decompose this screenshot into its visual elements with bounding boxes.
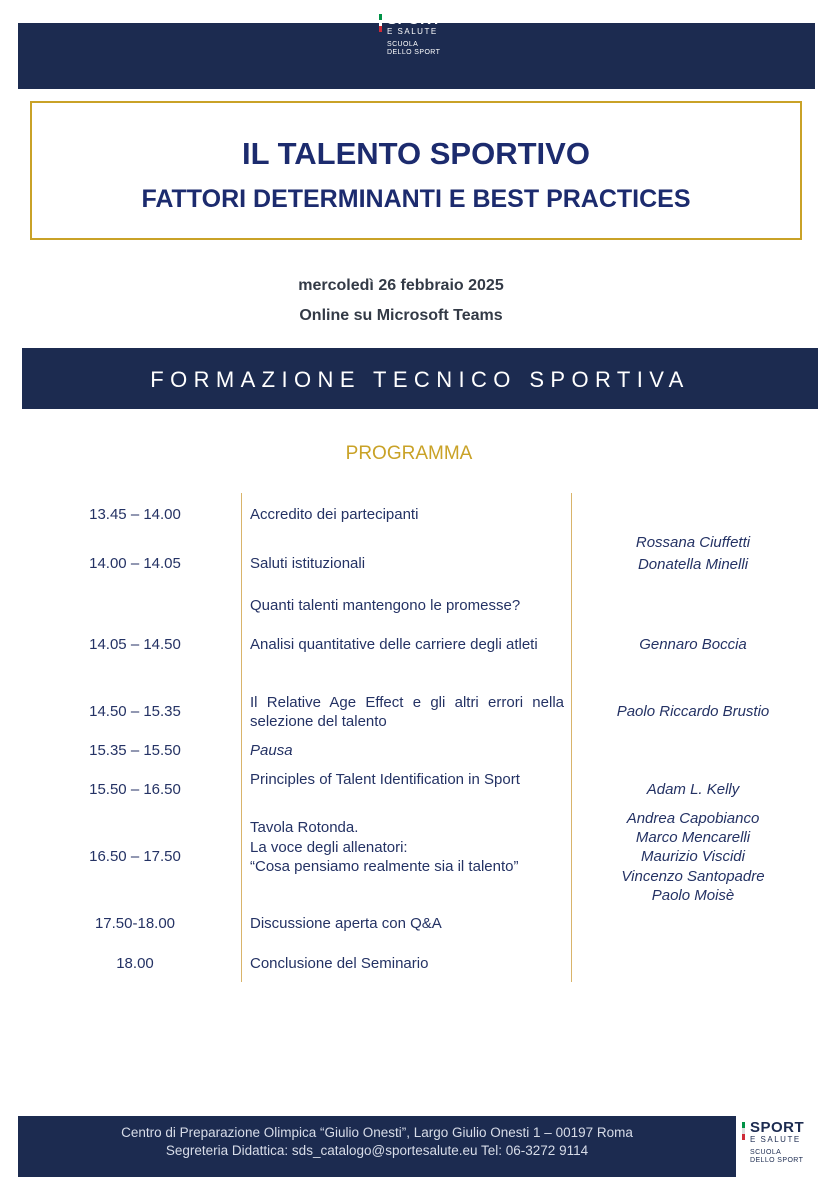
logo-line1: SPORT [750, 1119, 805, 1136]
section-band [22, 348, 818, 409]
logo-line3a: SCUOLA [750, 1149, 782, 1156]
speaker-name: Rossana Ciuffetti [635, 534, 751, 551]
italian-flag-icon [379, 14, 382, 32]
logo-line2: E SALUTE [387, 27, 438, 36]
program-activity: Conclusione del Seminario [250, 955, 429, 972]
program-activity: Discussione aperta con Q&A [250, 915, 442, 932]
footer-contact: Segreteria Didattica: sds_catalogo@sportesalute.eu Tel: 06-3272 9114 [165, 1143, 589, 1158]
page-subtitle: FATTORI DETERMINANTI E BEST PRACTICES [141, 185, 691, 213]
section-band-title: FORMAZIONE TECNICO SPORTIVA [150, 367, 690, 392]
program-activity: Pausa [250, 742, 293, 759]
program-time: 15.35 – 15.50 [89, 742, 181, 759]
page-title: IL TALENTO SPORTIVO [242, 136, 590, 171]
event-date: mercoledì 26 febbraio 2025 [298, 277, 504, 294]
speaker-name: Paolo Riccardo Brustio [616, 703, 770, 720]
speaker-name: Gennaro Boccia [639, 636, 747, 653]
program-activity: Quanti talenti mantengono le promesse? [250, 597, 521, 614]
speaker-name: Adam L. Kelly [646, 781, 740, 798]
logo-line3b: DELLO SPORT [387, 49, 441, 57]
program-time: 17.50-18.00 [94, 915, 176, 932]
program-activity: Accredito dei partecipanti [250, 506, 419, 523]
table-divider-right [571, 493, 572, 982]
title-box [30, 101, 802, 240]
program-activity: Saluti istituzionali [250, 555, 366, 572]
sport-e-salute-logo [379, 12, 441, 57]
speaker-name: Marco Mencarelli [635, 829, 751, 846]
table-divider-left [241, 493, 242, 982]
program-title: PROGRAMMA [345, 443, 473, 464]
speaker-name: Maurizio Viscidi [641, 848, 745, 865]
program-time: 14.00 – 14.05 [89, 555, 181, 572]
speaker-name: Vincenzo Santopadre [621, 868, 765, 885]
program-activity: Il Relative Age Effect e gli altri errori nella selezione del talento [250, 694, 564, 730]
program-time: 15.50 – 16.50 [89, 781, 181, 798]
program-activity: Tavola Rotonda. [250, 819, 359, 836]
program-time: 18.00 [116, 955, 154, 972]
logo-line3b: DELLO SPORT [750, 1157, 804, 1165]
speaker-name: Donatella Minelli [637, 556, 749, 573]
speaker-name: Paolo Moisè [651, 887, 735, 904]
program-time: 13.45 – 14.00 [89, 506, 181, 523]
event-place: Online su Microsoft Teams [299, 307, 503, 324]
program-time: 14.05 – 14.50 [89, 636, 181, 653]
program-activity: La voce degli allenatori: [250, 839, 408, 856]
italian-flag-icon [742, 1122, 745, 1140]
logo-line3a: SCUOLA [387, 41, 419, 48]
footer-address: Centro di Preparazione Olimpica “Giulio Onesti”, Largo Giulio Onesti 1 – 00197 Roma [121, 1125, 633, 1140]
program-time: 16.50 – 17.50 [89, 848, 181, 865]
logo-line2: E SALUTE [750, 1135, 801, 1144]
program-activity: “Cosa pensiamo realmente sia il talento” [250, 858, 519, 875]
program-activity: Analisi quantitative delle carriere degli atleti [250, 636, 538, 653]
speaker-name: Andrea Capobianco [626, 810, 760, 827]
sport-e-salute-logo-footer [742, 1120, 804, 1165]
program-time: 14.50 – 15.35 [89, 703, 181, 720]
logo-line1: SPORT [387, 11, 442, 28]
program-activity: Principles of Talent Identification in Sport [250, 771, 520, 788]
